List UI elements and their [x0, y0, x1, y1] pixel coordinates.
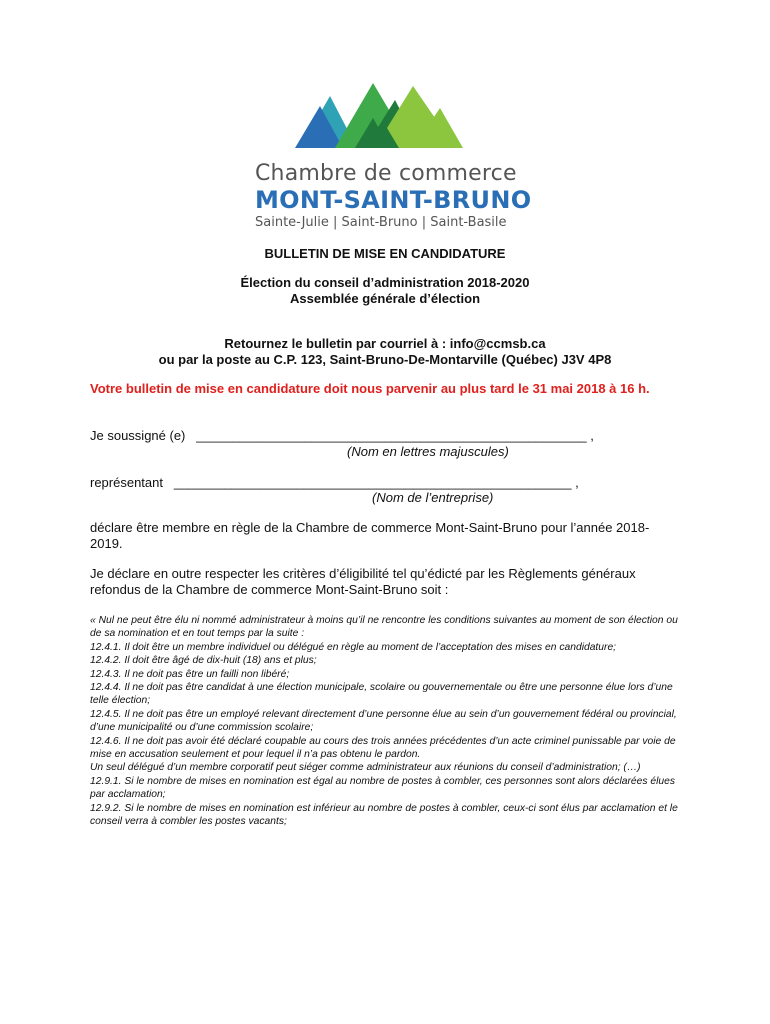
return-instructions [0, 336, 770, 368]
name-field-row [90, 428, 594, 443]
logo-chamber-text: Chambre de commerce [255, 161, 517, 186]
rule-item: 12.4.6. Il ne doit pas avoir été déclaré coupable au cours des trois années précédentes d’un acte criminel punissable par voie de mise en accusation seulement et pour lequel il n’a pas obtenu le pardon. [90, 735, 676, 761]
rule-item: 12.4.2. Il doit être âgé de dix-huit (18) ans et plus; [90, 655, 317, 667]
company-label: représentant [90, 475, 163, 490]
election-heading [0, 275, 770, 307]
election-line-2: Assemblée générale d’élection [289, 291, 481, 306]
rule-item: 12.4.4. Il ne doit pas être candidat à une élection municipale, scolaire ou gouvernementale ou être une personne élue lors d’une telle élection; [90, 682, 673, 707]
name-hint: (Nom en lettres majuscules) [347, 444, 509, 459]
rule-item: 12.4.3. Il ne doit pas être un failli non libéré; [90, 668, 290, 680]
logo-cities-text: Sainte-Julie | Saint-Bruno | Saint-Basile [255, 215, 507, 230]
document-title: BULLETIN DE MISE EN CANDIDATURE [264, 246, 506, 261]
membership-declaration: déclare être membre en règle de la Chambre de commerce Mont-Saint-Bruno pour l’année 2018-2019. [90, 520, 650, 551]
deadline-notice: Votre bulletin de mise en candidature doit nous parvenir au plus tard le 31 mai 2018 à 16 h. [90, 381, 650, 396]
rule-intro: « Nul ne peut être élu ni nommé administrateur à moins qu’il ne rencontre les conditions suivantes au moment de son élection ou de sa nomination et en tout temps par la suite : [90, 615, 678, 640]
name-blank-line[interactable]: ______________________________________________________ , [196, 428, 594, 443]
rule-item: Un seul délégué d’un membre corporatif peut siéger comme administrateur aux réunions du conseil d’administration; (…) [90, 762, 641, 774]
election-line-1: Élection du conseil d’administration 2018-2020 [240, 275, 530, 290]
rule-item: 12.9.1. Si le nombre de mises en nomination est égal au nombre de postes à combler, ces personnes sont alors déclarées élues par acclamation; [90, 775, 675, 801]
eligibility-declaration: Je déclare en outre respecter les critères d’éligibilité tel qu’édicté par les Règlements généraux refondus de la Chambre de commerce Mont-Saint-Bruno soit : [90, 566, 636, 597]
rule-item: 12.9.2. Si le nombre de mises en nomination est inférieur au nombre de postes à combler, ceux-ci sont élus par acclamation et le conseil verra à combler les postes vacants; [90, 802, 678, 828]
company-field-row [90, 475, 579, 490]
name-label: Je soussigné (e) [90, 428, 186, 443]
company-blank-line[interactable]: _______________________________________________________ , [173, 475, 579, 490]
logo-msb-text: MONT-SAINT-BRUNO [255, 186, 532, 214]
return-line-2: ou par la poste au C.P. 123, Saint-Bruno-De-Montarville (Québec) J3V 4P8 [158, 352, 612, 367]
return-line-1: Retournez le bulletin par courriel à : info@ccmsb.ca [224, 336, 546, 351]
eligibility-rules [90, 614, 690, 829]
company-hint: (Nom de l’entreprise) [372, 490, 494, 505]
mountains-logo-icon [295, 78, 465, 150]
rule-item: 12.4.5. Il ne doit pas être un employé relevant directement d’une personne élue au sein d’un gouvernement fédéral ou provincial, d’une municipalité ou d’une commission scolaire; [90, 708, 677, 734]
rule-item: 12.4.1. Il doit être un membre individuel ou délégué en règle au moment de l’acceptation des mises en candidature; [90, 641, 617, 653]
chamber-logo [250, 78, 532, 230]
